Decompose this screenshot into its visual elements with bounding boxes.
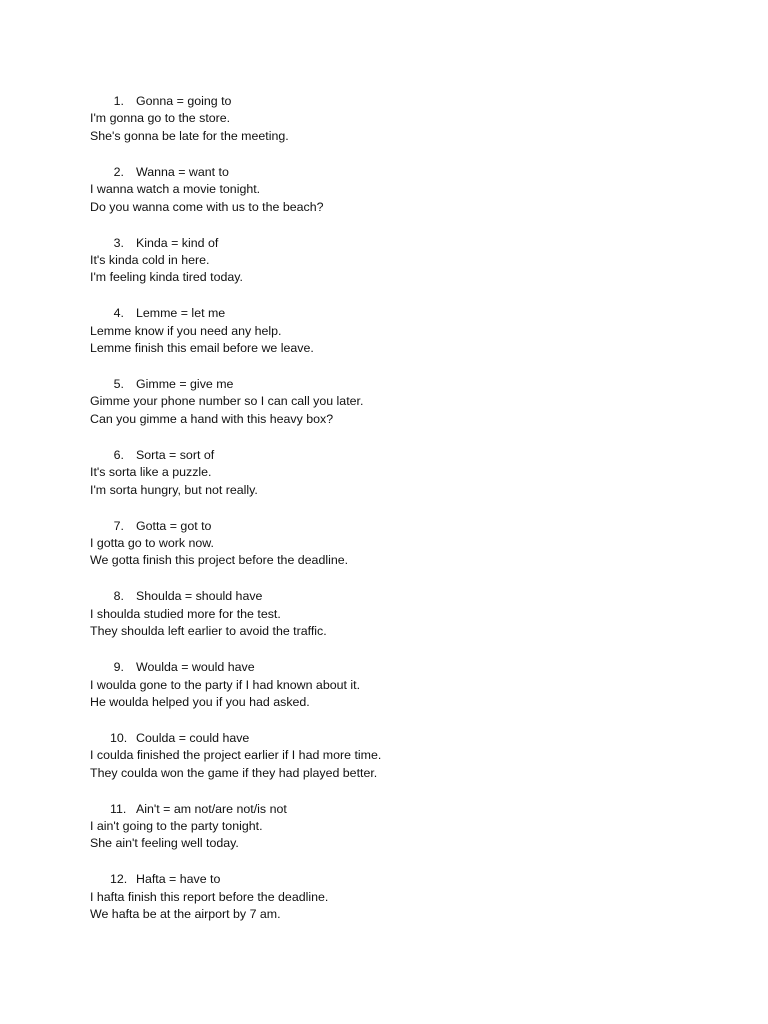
entry-heading — [90, 376, 730, 393]
example-sentence: It's sorta like a puzzle. — [90, 465, 212, 480]
list-item — [90, 376, 730, 428]
entry-number: 9. — [113, 660, 124, 675]
example-sentence: I'm gonna go to the store. — [90, 111, 231, 126]
entry-term: Sorta = sort of — [136, 447, 215, 462]
entry-term: Coulda = could have — [136, 730, 250, 745]
list-item — [90, 518, 730, 570]
entry-number: 1. — [113, 94, 124, 108]
example-sentence: Gimme your phone number so I can call you later. — [90, 394, 364, 409]
example-sentence: I gotta go to work now. — [90, 535, 214, 550]
example-sentence: Lemme know if you need any help. — [90, 323, 282, 338]
list-item — [90, 235, 730, 287]
list-item — [90, 447, 730, 499]
entry-term: Shoulda = should have — [136, 589, 263, 604]
entry-term: Kinda = kind of — [136, 235, 219, 250]
entry-term: Wanna = want to — [136, 164, 229, 179]
example-sentence: They coulda won the game if they had played better. — [90, 765, 378, 780]
example-sentence: I shoulda studied more for the test. — [90, 606, 281, 621]
entry-heading — [90, 801, 730, 818]
example-sentence: She's gonna be late for the meeting. — [90, 128, 289, 143]
entry-number: 12. — [110, 872, 128, 887]
entry-number: 3. — [113, 235, 124, 250]
entry-heading — [90, 93, 730, 110]
example-sentence: We hafta be at the airport by 7 am. — [90, 907, 281, 922]
entry-number: 11. — [110, 801, 127, 816]
entry-number: 10. — [110, 730, 128, 745]
example-sentence: I hafta finish this report before the deadline. — [90, 889, 329, 904]
entry-heading — [90, 588, 730, 605]
entry-heading — [90, 659, 730, 676]
list-item — [90, 588, 730, 640]
entry-number: 4. — [113, 306, 124, 321]
list-item — [90, 93, 730, 145]
example-sentence: I'm feeling kinda tired today. — [90, 270, 243, 285]
example-sentence: We gotta finish this project before the deadline. — [90, 553, 349, 568]
list-item — [90, 305, 730, 357]
document-page — [90, 93, 730, 942]
entry-number: 2. — [113, 164, 124, 179]
example-sentence: He woulda helped you if you had asked. — [90, 694, 310, 709]
entry-term: Gonna = going to — [136, 94, 232, 108]
entry-heading — [90, 871, 730, 888]
entry-number: 5. — [113, 377, 124, 392]
entry-term: Gotta = got to — [136, 518, 212, 533]
entry-heading — [90, 164, 730, 181]
example-sentence: She ain't feeling well today. — [90, 836, 239, 851]
example-sentence: I ain't going to the party tonight. — [90, 819, 263, 834]
entry-heading — [90, 447, 730, 464]
list-item — [90, 730, 730, 782]
entry-term: Hafta = have to — [136, 872, 221, 887]
example-sentence: I'm sorta hungry, but not really. — [90, 482, 258, 497]
example-sentence: Can you gimme a hand with this heavy box? — [90, 411, 334, 426]
example-sentence: Lemme finish this email before we leave. — [90, 341, 314, 356]
entry-heading — [90, 235, 730, 252]
list-item — [90, 871, 730, 923]
list-item — [90, 801, 730, 853]
entry-heading — [90, 518, 730, 535]
list-item — [90, 659, 730, 711]
list-item — [90, 164, 730, 216]
entry-heading — [90, 730, 730, 747]
entry-heading — [90, 305, 730, 322]
entry-number: 8. — [113, 589, 124, 604]
example-sentence: I woulda gone to the party if I had known about it. — [90, 677, 361, 692]
example-sentence: I coulda finished the project earlier if I had more time. — [90, 748, 382, 763]
entry-number: 6. — [113, 447, 124, 462]
entry-term: Woulda = would have — [136, 660, 255, 675]
example-sentence: They shoulda left earlier to avoid the traffic. — [90, 624, 327, 639]
entry-term: Ain't = am not/are not/is not — [136, 801, 287, 816]
example-sentence: I wanna watch a movie tonight. — [90, 182, 261, 197]
entry-number: 7. — [113, 518, 124, 533]
entry-term: Lemme = let me — [136, 306, 226, 321]
entry-term: Gimme = give me — [136, 377, 234, 392]
example-sentence: Do you wanna come with us to the beach? — [90, 199, 324, 214]
example-sentence: It's kinda cold in here. — [90, 252, 210, 267]
